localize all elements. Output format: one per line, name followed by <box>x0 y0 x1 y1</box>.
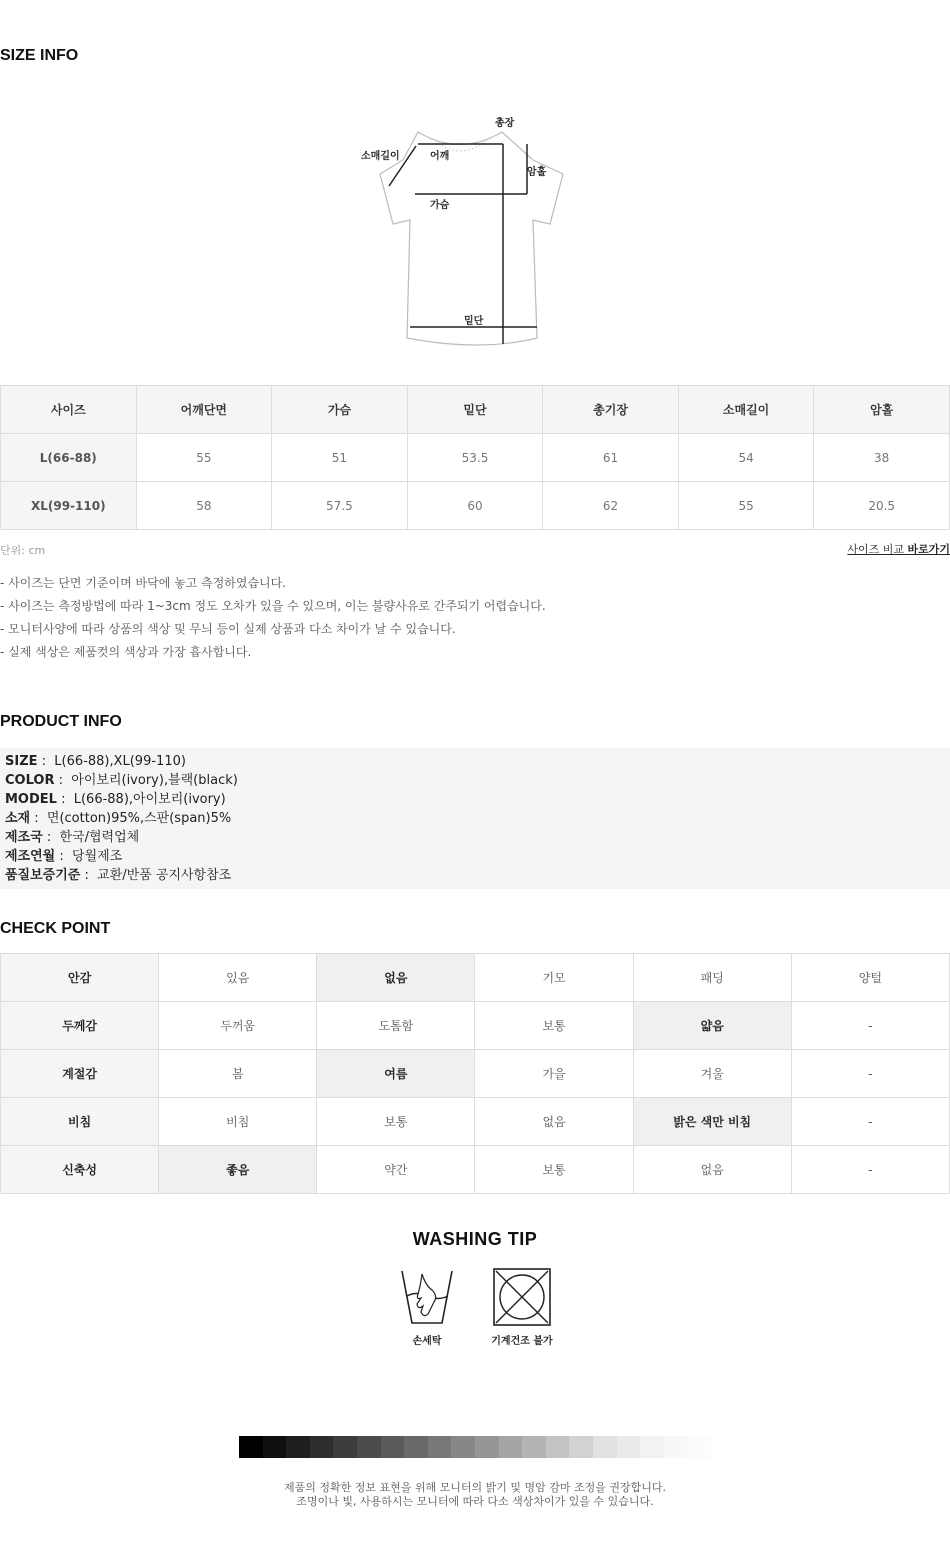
no-tumble-dry-icon <box>492 1268 552 1326</box>
check-row-label: 비침 <box>1 1098 159 1146</box>
gray-swatch <box>617 1436 641 1458</box>
size-cell: 62 <box>543 482 679 530</box>
check-row <box>1 1146 950 1194</box>
size-table <box>0 385 950 530</box>
check-option-selected: 좋음 <box>159 1146 317 1194</box>
check-option: 비침 <box>159 1098 317 1146</box>
size-info-title: SIZE INFO <box>0 47 79 64</box>
label-total-length: 총장 <box>495 118 515 129</box>
size-cell: 54 <box>678 434 814 482</box>
check-option: 겨울 <box>633 1050 791 1098</box>
size-header-cell: 사이즈 <box>1 386 137 434</box>
check-option: 보통 <box>317 1098 475 1146</box>
product-info-key: 소재 <box>5 811 31 826</box>
gray-swatch <box>499 1436 523 1458</box>
product-info-value: L(66-88),XL(99-110) <box>54 754 186 769</box>
check-row <box>1 954 950 1002</box>
size-label: XL(99-110) <box>1 482 137 530</box>
size-header-cell: 어깨단면 <box>136 386 272 434</box>
gray-swatch <box>593 1436 617 1458</box>
size-cell: 55 <box>678 482 814 530</box>
product-info-box <box>0 748 950 889</box>
hand-wash-label: 손세탁 <box>412 1336 442 1347</box>
check-point-title: CHECK POINT <box>0 920 111 937</box>
gray-swatch <box>569 1436 593 1458</box>
check-option: 약간 <box>317 1146 475 1194</box>
note-item: - 사이즈는 단면 기준이며 바닥에 놓고 측정하였습니다. <box>0 576 287 590</box>
product-info-key: 제조연월 <box>5 849 56 864</box>
size-cell: 58 <box>136 482 272 530</box>
gray-swatch <box>687 1436 711 1458</box>
check-option: 있음 <box>159 954 317 1002</box>
gray-swatch <box>310 1436 334 1458</box>
product-info-row: 품질보증기준 : 교환/반품 공지사항참조 <box>5 868 232 883</box>
product-info-key: COLOR <box>5 773 55 788</box>
check-option: 양털 <box>791 954 949 1002</box>
product-info-value: 아이보리(ivory),블랙(black) <box>71 773 238 788</box>
hand-wash-icon <box>396 1268 458 1326</box>
product-info-key: MODEL <box>5 792 57 807</box>
check-option: 없음 <box>633 1146 791 1194</box>
check-option: 보통 <box>475 1002 633 1050</box>
label-chest: 가슴 <box>430 200 450 211</box>
product-info-row: 제조국 : 한국/협력업체 <box>5 830 140 845</box>
product-info-key: 제조국 <box>5 830 43 845</box>
grayscale-bar <box>239 1436 711 1458</box>
size-cell: 51 <box>272 434 408 482</box>
footer-line-2: 조명이나 빛, 사용하시는 모니터에 따라 다소 색상차이가 있을 수 있습니다. <box>296 1495 654 1508</box>
product-info-title: PRODUCT INFO <box>0 713 122 730</box>
product-info-value: 교환/반품 공지사항참조 <box>97 868 232 883</box>
check-row <box>1 1002 950 1050</box>
gray-swatch <box>381 1436 405 1458</box>
check-option: 가을 <box>475 1050 633 1098</box>
size-cell: 38 <box>814 434 950 482</box>
gray-swatch <box>239 1436 263 1458</box>
label-hem: 밑단 <box>464 316 484 327</box>
gray-swatch <box>263 1436 287 1458</box>
size-table-header <box>1 386 950 434</box>
size-cell: 60 <box>407 482 543 530</box>
table-row <box>1 434 950 482</box>
product-info-value: L(66-88),아이보리(ivory) <box>73 792 226 807</box>
size-header-cell: 가슴 <box>272 386 408 434</box>
washing-tip-title: WASHING TIP <box>412 1229 538 1249</box>
product-info-row: MODEL : L(66-88),아이보리(ivory) <box>5 792 226 807</box>
size-cell: 57.5 <box>272 482 408 530</box>
gray-swatch <box>522 1436 546 1458</box>
check-row-label: 두께감 <box>1 1002 159 1050</box>
size-compare-prefix: 사이즈 비교 <box>847 543 908 556</box>
product-info-row: COLOR : 아이보리(ivory),블랙(black) <box>5 773 238 788</box>
hand-wash-item <box>392 1268 462 1347</box>
size-diagram <box>355 112 575 352</box>
check-option: 도톰함 <box>317 1002 475 1050</box>
no-tumble-dry-label: 기계건조 불가 <box>491 1336 553 1347</box>
gray-swatch <box>546 1436 570 1458</box>
size-header-cell: 밑단 <box>407 386 543 434</box>
size-header-cell: 소매길이 <box>678 386 814 434</box>
check-option: 기모 <box>475 954 633 1002</box>
check-option: 두꺼움 <box>159 1002 317 1050</box>
check-option: - <box>791 1002 949 1050</box>
size-cell: 20.5 <box>814 482 950 530</box>
product-info-row: SIZE : L(66-88),XL(99-110) <box>5 754 186 769</box>
check-option-selected: 여름 <box>317 1050 475 1098</box>
label-armhole: 암홀 <box>527 167 547 178</box>
gray-swatch <box>357 1436 381 1458</box>
gray-swatch <box>640 1436 664 1458</box>
product-info-value: 면(cotton)95%,스판(span)5% <box>46 811 232 826</box>
gray-swatch <box>428 1436 452 1458</box>
note-item: - 사이즈는 측정방법에 따라 1~3cm 정도 오차가 있을 수 있으며, 이는 불량사유로 간주되기 어렵습니다. <box>0 599 546 613</box>
check-option: 패딩 <box>633 954 791 1002</box>
check-option: - <box>791 1050 949 1098</box>
note-item: - 모니터사양에 따라 상품의 색상 및 무늬 등이 실제 상품과 다소 차이가 날 수 있습니다. <box>0 622 456 636</box>
footer-line-1: 제품의 정확한 정보 표현을 위해 모니터의 밝기 및 명암 감마 조정을 권장합니다. <box>284 1481 666 1494</box>
product-info-value: 당월제조 <box>72 849 123 864</box>
check-option-selected: 밝은 색만 비침 <box>633 1098 791 1146</box>
product-info-row: 소재 : 면(cotton)95%,스판(span)5% <box>5 811 232 826</box>
check-option-selected: 얇음 <box>633 1002 791 1050</box>
note-item: - 실제 색상은 제품컷의 색상과 가장 흡사합니다. <box>0 645 252 659</box>
size-header-cell: 총기장 <box>543 386 679 434</box>
check-option-selected: 없음 <box>317 954 475 1002</box>
size-cell: 53.5 <box>407 434 543 482</box>
size-notes <box>0 575 546 667</box>
size-cell: 55 <box>136 434 272 482</box>
gray-swatch <box>475 1436 499 1458</box>
check-point-table <box>0 953 950 1194</box>
size-cell: 61 <box>543 434 679 482</box>
check-option: 없음 <box>475 1098 633 1146</box>
check-row-label: 안감 <box>1 954 159 1002</box>
gray-swatch <box>664 1436 688 1458</box>
gray-swatch <box>451 1436 475 1458</box>
check-option: 보통 <box>475 1146 633 1194</box>
no-tumble-dry-item <box>487 1268 557 1347</box>
table-row <box>1 482 950 530</box>
check-row-label: 신축성 <box>1 1146 159 1194</box>
check-row <box>1 1050 950 1098</box>
gray-swatch <box>286 1436 310 1458</box>
product-info-key: 품질보증기준 <box>5 868 81 883</box>
check-row-label: 계절감 <box>1 1050 159 1098</box>
check-option: - <box>791 1098 949 1146</box>
size-header-cell: 암홀 <box>814 386 950 434</box>
check-row <box>1 1098 950 1146</box>
product-info-row: 제조연월 : 당월제조 <box>5 849 123 864</box>
label-shoulder: 어깨 <box>430 151 450 162</box>
size-compare-link[interactable] <box>847 541 950 557</box>
check-option: 봄 <box>159 1050 317 1098</box>
size-label: L(66-88) <box>1 434 137 482</box>
label-sleeve-length: 소매길이 <box>361 151 400 162</box>
product-info-value: 한국/협력업체 <box>59 830 140 845</box>
gray-swatch <box>333 1436 357 1458</box>
gray-swatch <box>404 1436 428 1458</box>
product-info-key: SIZE <box>5 754 38 769</box>
size-compare-link-text: 바로가기 <box>907 543 950 556</box>
check-option: - <box>791 1146 949 1194</box>
unit-label: 단위: cm <box>0 544 46 557</box>
